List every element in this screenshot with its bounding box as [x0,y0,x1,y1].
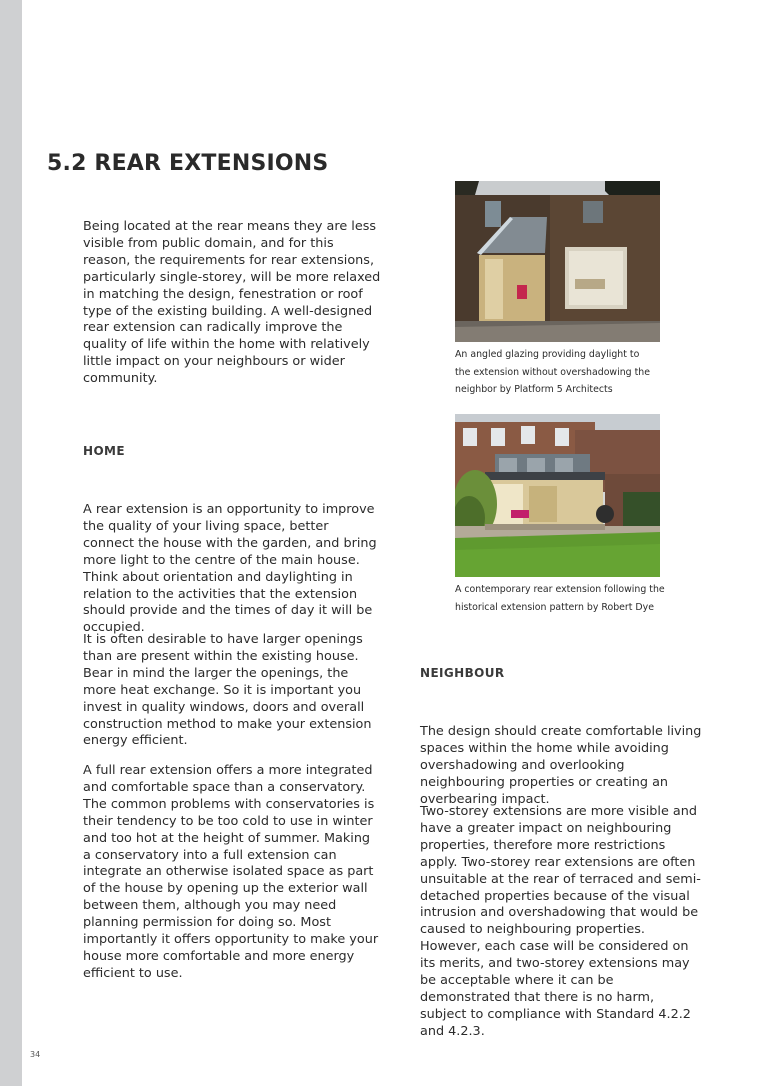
photo-contemporary-extension-image [455,414,660,577]
neighbour-paragraph-2: Two-storey extensions are more visible and have a greater impact on neighbouring properties, therefore more restrictions apply. Two-storey rear extensions are often unsuitable at the rear of terraced and semi-detached properties because of the visual intrusion and overshadowing that would be caused to neighbouring properties. However, each case will be considered on its merits, and two-storey extensions may be acceptable where it can be demonstrated that there is no harm, subject to compliance with Standard 4.2.2 and 4.2.3. [420,804,701,1039]
intro-paragraph: Being located at the rear means they are less visible from public domain, and for this reason, the requirements for rear extensions, particularly single-storey, will be more relaxed in matching the design, fenestration or roof type of the existing building. A well-designed rear extension can radically improve the quality of life within the home with relatively little impact on your neighbours or wider community. [83,219,381,387]
photo-1-caption: An angled glazing providing daylight to the extension without overshadowing the neighbor by Platform 5 Architects [455,349,650,395]
home-heading: HOME [83,444,125,458]
photo-angled-glazing-extension [455,181,660,342]
photo-angled-glazing-image [455,181,660,342]
page-number: 34 [30,1050,41,1059]
home-paragraph-1: A rear extension is an opportunity to improve the quality of your living space, better connect the house with the garden, and bring more light to the centre of the main house. Think about orientation and daylighting in relation to the activities that the extension should provide and the times of day it will be occupied. [83,502,377,636]
home-paragraph-2: It is often desirable to have larger openings than are present within the existing house. Bear in mind the larger the openings, the more heat exchange. So it is important you invest in quality windows, doors and overall construction method to make your extension energy efficient. [83,632,372,749]
neighbour-paragraph-1: The design should create comfortable living spaces within the home while avoiding overshadowing and overlooking neighbouring properties or creating an overbearing impact. [420,724,702,807]
neighbour-heading: NEIGHBOUR [420,666,505,680]
home-paragraph-3: A full rear extension offers a more integrated and comfortable space than a conservatory. The common problems with conservatories is their tendency to be too cold to use in winter and too hot at the height of summer. Making a conservatory into a full extension can integrate an otherwise isolated space as part of the house by opening up the exterior wall between them, although you may need planning permission for doing so. Most importantly it offers opportunity to make your house more comfortable and more energy efficient to use. [83,763,379,981]
photo-2-caption: A contemporary rear extension following the historical extension pattern by Robert Dye [455,584,665,613]
photo-contemporary-rear-extension [455,414,660,577]
section-title: 5.2 REAR EXTENSIONS [47,151,329,176]
page-side-strip [0,0,22,1086]
